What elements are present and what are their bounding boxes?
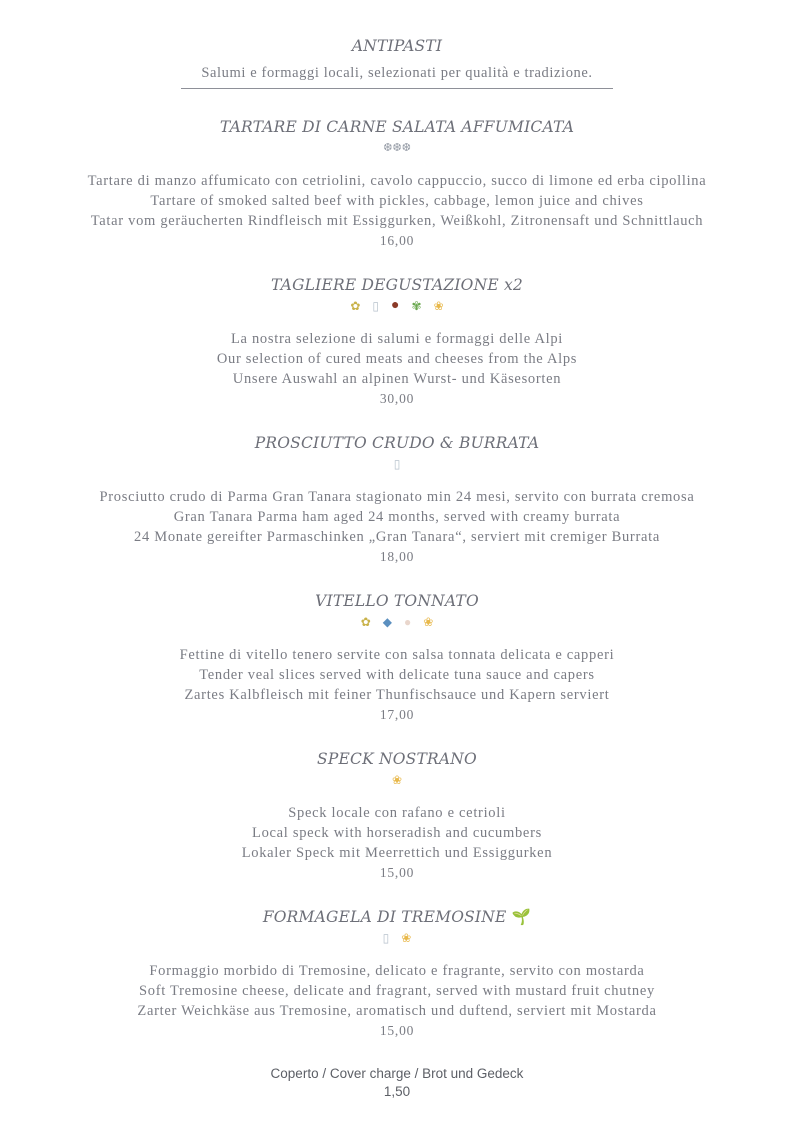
dish-price: 17,00 (379, 707, 415, 722)
cover-charge-label: Coperto / Cover charge / Brot und Gedeck (270, 1066, 524, 1081)
fish-icon: ◆ (382, 615, 392, 629)
dish-title: PROSCIUTTO CRUDO & BURRATA (254, 434, 540, 452)
dish-title: TAGLIERE DEGUSTAZIONE x2 (270, 276, 523, 294)
flower-icon: ❀ (433, 299, 444, 313)
dish-description-de: Lokaler Speck mit Meerrettich und Essiggurken (241, 845, 553, 861)
section-title: ANTIPASTI (351, 37, 443, 55)
dish-description-it: Prosciutto crudo di Parma Gran Tanara stagionato min 24 mesi, servito con burrata cremosa (99, 489, 695, 505)
dish-title: FORMAGELA DI TREMOSINE (262, 908, 507, 926)
flower-icon: ❀ (423, 615, 434, 629)
dish-description-it: Tartare di manzo affumicato con cetriolini, cavolo cappuccio, succo di limone ed erba cipollina (87, 173, 707, 189)
allergen-icons (0, 614, 794, 630)
dish-title-row (0, 908, 794, 926)
dish-description-en: Our selection of cured meats and cheeses from the Alps (216, 351, 578, 367)
egg-icon: ● (403, 615, 412, 629)
flower-icon: ❀ (401, 931, 412, 945)
milk-icon: ▯ (372, 299, 380, 313)
wheat-icon: ✿ (350, 299, 361, 313)
herb-icon: ✾ (411, 299, 422, 313)
dish-title: VITELLO TONNATO (315, 592, 479, 610)
dish-price: 30,00 (379, 391, 415, 406)
wheat-icon: ✿ (360, 615, 371, 629)
section-subtitle: Salumi e formaggi locali, selezionati per qualità e tradizione. (201, 65, 593, 81)
dish-description-de: Zarter Weichkäse aus Tremosine, aromatisch und duftend, serviert mit Mostarda (137, 1003, 657, 1019)
dish-price: 18,00 (379, 549, 415, 564)
allergen-icons (0, 930, 794, 946)
dish-description-en: Tender veal slices served with delicate tuna sauce and capers (199, 667, 595, 683)
dish-description-it: Fettine di vitello tenero servite con salsa tonnata delicata e capperi (179, 647, 615, 663)
dish-price: 15,00 (379, 1023, 415, 1038)
cover-charge-price: 1,50 (383, 1084, 411, 1099)
dish-description-en: Tartare of smoked salted beef with pickles, cabbage, lemon juice and chives (150, 193, 644, 209)
dish-description-de: Zartes Kalbfleisch mit feiner Thunfischsauce und Kapern serviert (184, 687, 610, 703)
dish-title: SPECK NOSTRANO (317, 750, 477, 768)
milk-icon: ▯ (393, 457, 401, 471)
dish-description-it: Speck locale con rafano e cetrioli (288, 805, 506, 821)
dish-description-en: Gran Tanara Parma ham aged 24 months, served with creamy burrata (173, 509, 621, 525)
dish-description-it: Formaggio morbido di Tremosine, delicato e fragrante, servito con mostarda (149, 963, 645, 979)
dish-description-de: Unsere Auswahl an alpinen Wurst- und Käsesorten (232, 371, 562, 387)
dish-description-de: Tatar vom geräucherten Rindfleisch mit Essiggurken, Weißkohl, Zitronensaft und Schnittlauch (90, 213, 704, 229)
dish-description-en: Local speck with horseradish and cucumbers (252, 825, 542, 841)
dish-description-de: 24 Monate gereifter Parmaschinken „Gran Tanara“, serviert mit cremiger Burrata (134, 529, 660, 545)
flower-icon: ❀ (391, 773, 403, 787)
dish-price: 16,00 (379, 233, 415, 248)
dish-description-it: La nostra selezione di salumi e formaggi delle Alpi (230, 331, 564, 347)
section-divider (181, 88, 613, 89)
dish-description-en: Soft Tremosine cheese, delicate and fragrant, served with mustard fruit chutney (139, 983, 655, 999)
milk-icon: ▯ (382, 931, 390, 945)
allergen-icons (0, 298, 794, 314)
allergen-icons: ❆❆❆ (383, 141, 411, 154)
nut-icon: ● (391, 298, 400, 313)
allergen-icons (0, 456, 794, 472)
vegetarian-leaf-icon: 🌱 (511, 908, 532, 926)
dish-price: 15,00 (379, 865, 415, 880)
dish-title: TARTARE DI CARNE SALATA AFFUMICATA (219, 118, 575, 136)
allergen-icons (0, 772, 794, 788)
